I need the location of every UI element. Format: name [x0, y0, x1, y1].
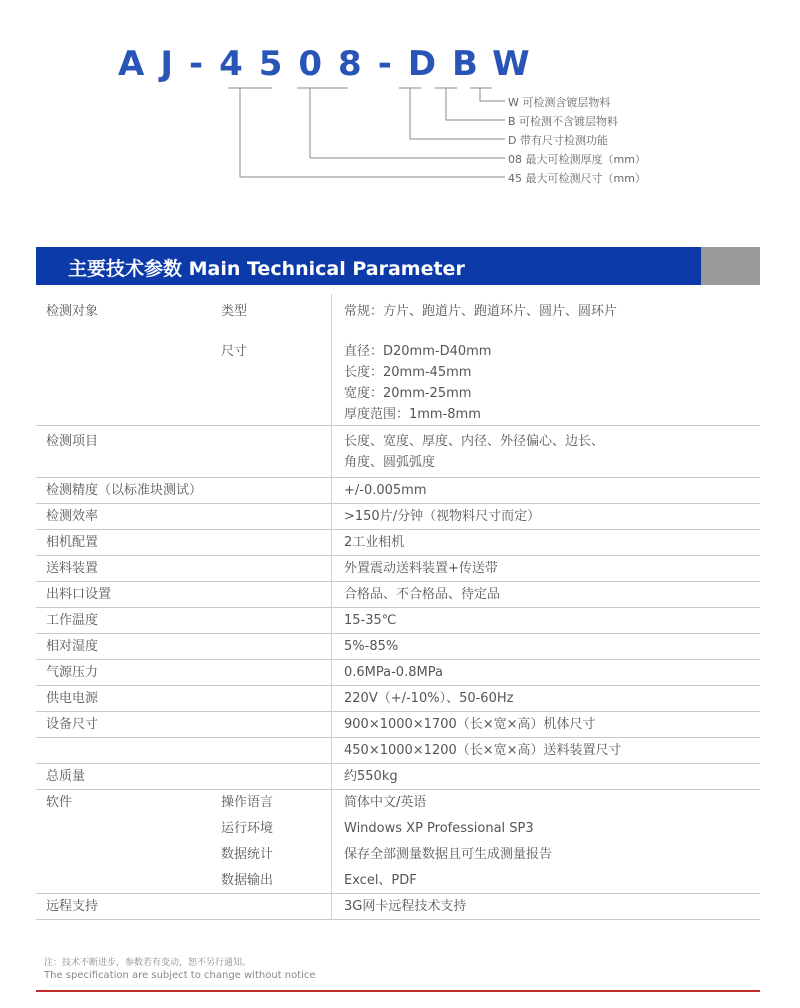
column-divider — [331, 556, 332, 581]
code-d-label: D 带有尺寸检测功能 — [508, 134, 608, 147]
spec-row — [36, 712, 760, 738]
spec-subcategory: 运行环境 — [221, 821, 274, 836]
column-divider — [331, 660, 332, 685]
spec-row — [36, 294, 760, 334]
spec-category: 总质量 — [46, 769, 86, 784]
model-code-lines — [0, 0, 800, 200]
column-divider — [331, 334, 332, 425]
code-w-label: W 可检测含镀层物料 — [508, 96, 611, 109]
spec-subcategory: 尺寸 — [221, 344, 248, 359]
column-divider — [331, 842, 332, 868]
spec-row — [36, 478, 760, 504]
spec-row — [36, 868, 760, 894]
column-divider — [331, 712, 332, 737]
spec-row — [36, 426, 760, 478]
code-45-label: 45 最大可检测尺寸（mm） — [508, 172, 646, 185]
spec-subcategory: 类型 — [221, 304, 248, 319]
column-divider — [331, 634, 332, 659]
column-divider — [331, 764, 332, 789]
spec-category: 相机配置 — [46, 535, 99, 550]
spec-value: 直径：D20mm-D40mm — [344, 344, 492, 359]
spec-category: 检测项目 — [46, 434, 99, 449]
spec-row — [36, 334, 760, 426]
spec-value: 简体中文/英语 — [344, 795, 427, 810]
column-divider — [331, 816, 332, 842]
spec-category: 软件 — [46, 795, 73, 810]
spec-row — [36, 842, 760, 868]
column-divider — [331, 686, 332, 711]
spec-category: 设备尺寸 — [46, 717, 99, 732]
column-divider — [331, 582, 332, 607]
spec-value: >150片/分钟（视物料尺寸而定） — [344, 509, 541, 524]
spec-value: 15-35℃ — [344, 613, 397, 628]
spec-value: 900×1000×1700（长×宽×高）机体尺寸 — [344, 717, 596, 732]
spec-row — [36, 660, 760, 686]
spec-row — [36, 530, 760, 556]
spec-row — [36, 686, 760, 712]
spec-subcategory: 操作语言 — [221, 795, 274, 810]
spec-value: Windows XP Professional SP3 — [344, 821, 534, 836]
column-divider — [331, 504, 332, 529]
model-number: AJ-4508-DBW — [118, 44, 546, 84]
header-gray-band — [701, 247, 760, 285]
spec-value: 220V（+/-10%）、50-60Hz — [344, 691, 514, 706]
spec-value: 450×1000×1200（长×宽×高）送料装置尺寸 — [344, 743, 622, 758]
spec-value: 宽度：20mm-25mm — [344, 386, 472, 401]
column-divider — [331, 608, 332, 633]
spec-category: 检测对象 — [46, 304, 99, 319]
header-blue-band — [36, 247, 701, 285]
column-divider — [331, 426, 332, 477]
spec-value: 角度、圆弧弧度 — [344, 455, 436, 470]
spec-row — [36, 608, 760, 634]
spec-row — [36, 764, 760, 790]
spec-value: 2工业相机 — [344, 535, 405, 550]
section-header — [36, 247, 760, 285]
footer-rule — [36, 990, 760, 992]
column-divider — [331, 894, 332, 919]
spec-subcategory: 数据输出 — [221, 873, 274, 888]
spec-row — [36, 504, 760, 530]
spec-value: 厚度范围：1mm-8mm — [344, 407, 481, 422]
spec-value: 长度：20mm-45mm — [344, 365, 472, 380]
spec-value: 外置震动送料装置+传送带 — [344, 561, 498, 576]
column-divider — [331, 868, 332, 893]
spec-row — [36, 738, 760, 764]
spec-row — [36, 894, 760, 920]
spec-row — [36, 634, 760, 660]
spec-category: 远程支持 — [46, 899, 99, 914]
spec-value: 常规：方片、跑道片、跑道环片、圆片、圆环片 — [344, 304, 618, 319]
spec-value: +/-0.005mm — [344, 483, 427, 498]
spec-value: 保存全部测量数据且可生成测量报告 — [344, 847, 553, 862]
spec-category: 送料装置 — [46, 561, 99, 576]
spec-value: 合格品、不合格品、待定品 — [344, 587, 501, 602]
spec-value: 5%-85% — [344, 639, 399, 654]
spec-value: 长度、宽度、厚度、内径、外径偏心、边长、 — [344, 434, 605, 449]
section-title: 主要技术参数 Main Technical Parameter — [68, 258, 465, 280]
footer-note-cn: 注：技术不断进步，参数若有变动，恕不另行通知。 — [44, 958, 252, 968]
spec-category: 工作温度 — [46, 613, 99, 628]
spec-category: 相对湿度 — [46, 639, 99, 654]
spec-row — [36, 790, 760, 816]
column-divider — [331, 530, 332, 555]
spec-table — [36, 294, 760, 920]
spec-row — [36, 582, 760, 608]
column-divider — [331, 790, 332, 816]
spec-category: 供电电源 — [46, 691, 99, 706]
column-divider — [331, 294, 332, 334]
footer-note-en: The specification are subject to change without notice — [44, 970, 316, 981]
spec-category: 检测效率 — [46, 509, 99, 524]
spec-subcategory: 数据统计 — [221, 847, 274, 862]
spec-row — [36, 556, 760, 582]
spec-category: 检测精度（以标准块测试） — [46, 483, 203, 498]
model-code-diagram — [0, 0, 800, 200]
spec-category: 气源压力 — [46, 665, 99, 680]
spec-value: 3G网卡远程技术支持 — [344, 899, 467, 914]
column-divider — [331, 738, 332, 763]
spec-row — [36, 816, 760, 842]
spec-value: Excel、PDF — [344, 873, 417, 888]
spec-value: 0.6MPa-0.8MPa — [344, 665, 443, 680]
spec-category: 出料口设置 — [46, 587, 112, 602]
spec-value: 约550kg — [344, 769, 398, 784]
code-08-label: 08 最大可检测厚度（mm） — [508, 153, 646, 166]
column-divider — [331, 478, 332, 503]
code-b-label: B 可检测不含镀层物料 — [508, 115, 619, 128]
